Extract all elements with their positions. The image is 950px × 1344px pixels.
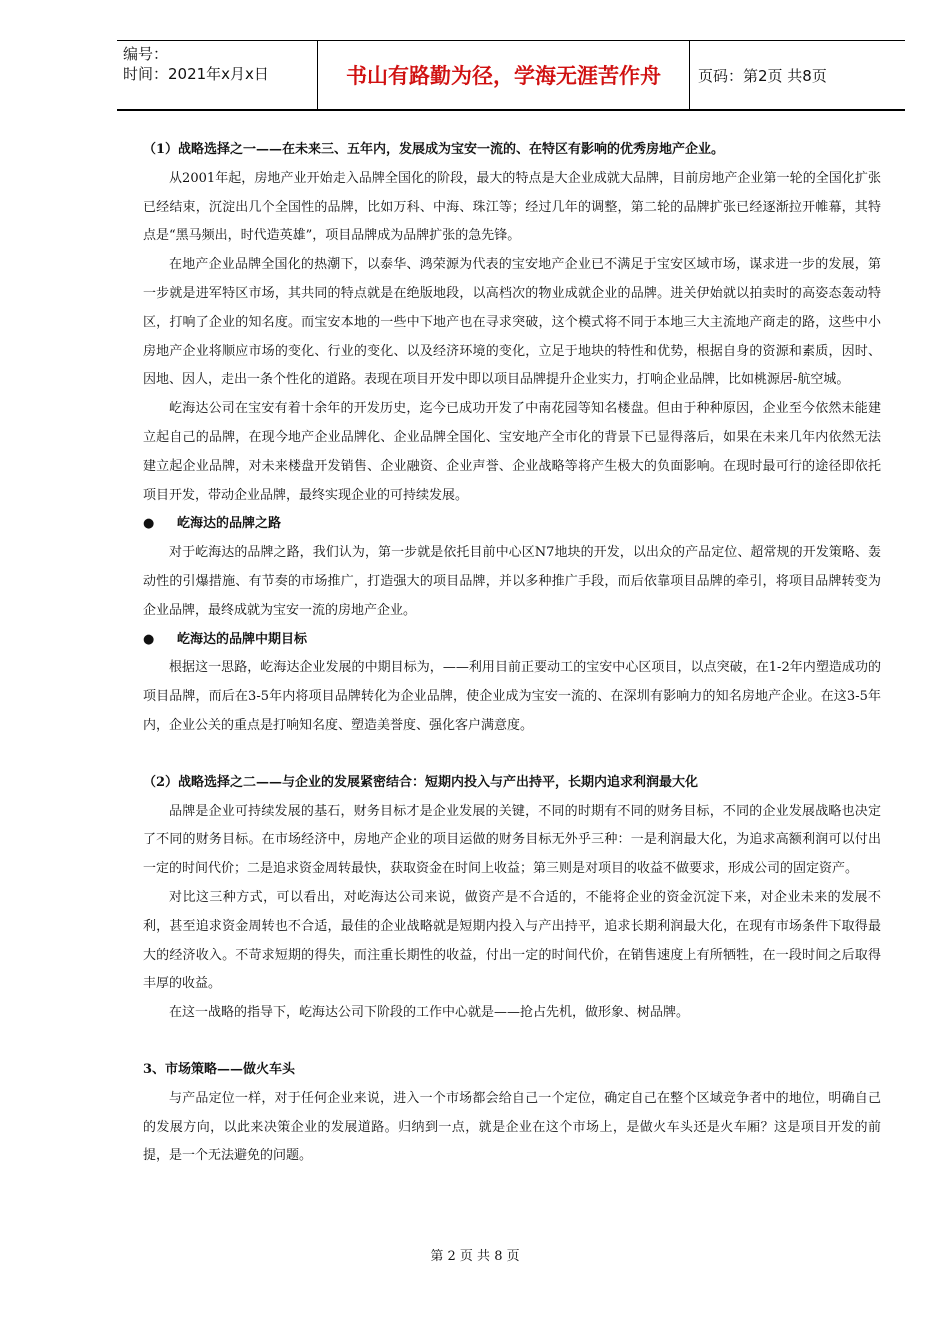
page-header	[117, 40, 905, 111]
bullet-heading-text: 屹海达的品牌中期目标	[177, 631, 308, 647]
paragraph: 根据这一思路，屹海达企业发展的中期目标为，——利用目前正要动工的宝安中心区项目，以点突破，在1-2年内塑造成功的项目品牌，而后在3-5年内将项目品牌转化为企业品牌，使企业成为宝安一流的、在深圳有影响力的知名房地产企业。在这3-5年内，企业公关的重点是打响知名度、塑造美誉度、强化客户满意度。	[143, 660, 881, 733]
paragraph: 在这一战略的指导下，屹海达公司下阶段的工作中心就是——抢占先机，做形象、树品牌。	[169, 1005, 690, 1021]
header-motto: 书山有路勤为径，学海无涯苦作舟	[317, 41, 690, 109]
section-heading-3: 3、市场策略——做火车头	[143, 1061, 296, 1077]
bullet-icon: ●	[143, 516, 155, 532]
time-label: 时间：2021年x月x日	[123, 65, 269, 83]
header-page-label: 页码：第2页 共8页	[698, 66, 827, 85]
section-heading-2: （2）战略选择之二——与企业的发展紧密结合：短期内投入与产出持平，长期内追求利润最大化	[143, 774, 699, 790]
section-heading-1: （1）战略选择之一——在未来三、五年内，发展成为宝安一流的、在特区有影响的优秀房地产企业。	[143, 142, 725, 157]
bullet-heading-1	[143, 510, 881, 539]
paragraph: 在地产企业品牌全国化的热潮下，以泰华、鸿荣源为代表的宝安地产企业已不满足于宝安区域市场，谋求进一步的发展，第一步就是进军特区市场，其共同的特点就是在绝版地段，以高档次的物业成就企业的品牌。进关伊始就以拍卖时的高姿态轰动特区，打响了企业的知名度。而宝安本地的一些中下地产也在寻求突破，这个模式将不同于本地三大主流地产商走的路，这些中小房地产企业将顺应市场的变化、行业的变化、以及经济环境的变化，立足于地块的特性和优势，根据自身的资源和素质，因时、因地、因人，走出一条个性化的道路。表现在项目开发中即以项目品牌提升企业实力，打响企业品牌，比如桃源居-航空城。	[143, 257, 881, 388]
bullet-heading-text: 屹海达的品牌之路	[177, 516, 282, 532]
bullet-icon: ●	[143, 631, 155, 647]
bullet-heading-2	[143, 626, 881, 655]
paragraph: 与产品定位一样，对于任何企业来说，进入一个市场都会给自己一个定位，确定自己在整个区域竞争者中的地位，明确自己的发展方向，以此来决策企业的发展道路。归纳到一点，就是企业在这个市场上，是做火车头还是火车厢？这是项目开发的前提，是一个无法避免的问题。	[143, 1090, 881, 1164]
document-body	[143, 136, 881, 1171]
paragraph: 对比这三种方式，可以看出，对屹海达公司来说，做资产是不合适的，不能将企业的资金沉淀下来，对企业未来的发展不利，甚至追求资金周转也不合适，最佳的企业战略就是短期内投入与产出持平，追求长期利润最大化，在现有市场条件下取得最大的经济收入。不苛求短期的得失，而注重长期性的收益，付出一定的时间代价，在销售速度上有所牺牲，在一段时间之后取得丰厚的收益。	[143, 889, 881, 992]
header-info	[117, 41, 317, 109]
paragraph: 从2001年起，房地产业开始走入品牌全国化的阶段，最大的特点是大企业成就大品牌，目前房地产企业第一轮的全国化扩张已经结束，沉淀出几个全国性的品牌，比如万科、中海、珠江等；经过几年的调整，第二轮的品牌扩张已经逐渐拉开帷幕，其特点是“黑马频出，时代造英雄”，项目品牌成为品牌扩张的急先锋。	[143, 170, 881, 244]
number-label: 编号：	[123, 45, 169, 63]
paragraph: 对于屹海达的品牌之路，我们认为，第一步就是依托目前中心区N7地块的开发，以出众的产品定位、超常规的开发策略、轰动性的引爆措施、有节奏的市场推广，打造强大的项目品牌，并以多种推广手段，而后依靠项目品牌的牵引，将项目品牌转变为企业品牌，最终成就为宝安一流的房地产企业。	[143, 545, 881, 618]
paragraph: 屹海达公司在宝安有着十余年的开发历史，迄今已成功开发了中南花园等知名楼盘。但由于种种原因，企业至今依然未能建立起自己的品牌，在现今地产企业品牌化、企业品牌全国化、宝安地产全市化的背景下已显得落后，如果在未来几年内依然无法建立起企业品牌，对未来楼盘开发销售、企业融资、企业声誉、企业战略等将产生极大的负面影响。在现时最可行的途径即依托项目开发，带动企业品牌，最终实现企业的可持续发展。	[143, 401, 881, 503]
page-footer: 第 2 页 共 8 页	[430, 1249, 520, 1264]
paragraph: 品牌是企业可持续发展的基石，财务目标才是企业发展的关键，不同的时期有不同的财务目标，不同的企业发展战略也决定了不同的财务目标。在市场经济中，房地产企业的项目运做的财务目标无外乎三种：一是利润最大化，为追求高额利润可以付出一定的时间代价；二是追求资金周转最快，获取资金在时间上收益；第三则是对项目的收益不做要求，形成公司的固定资产。	[143, 803, 881, 877]
